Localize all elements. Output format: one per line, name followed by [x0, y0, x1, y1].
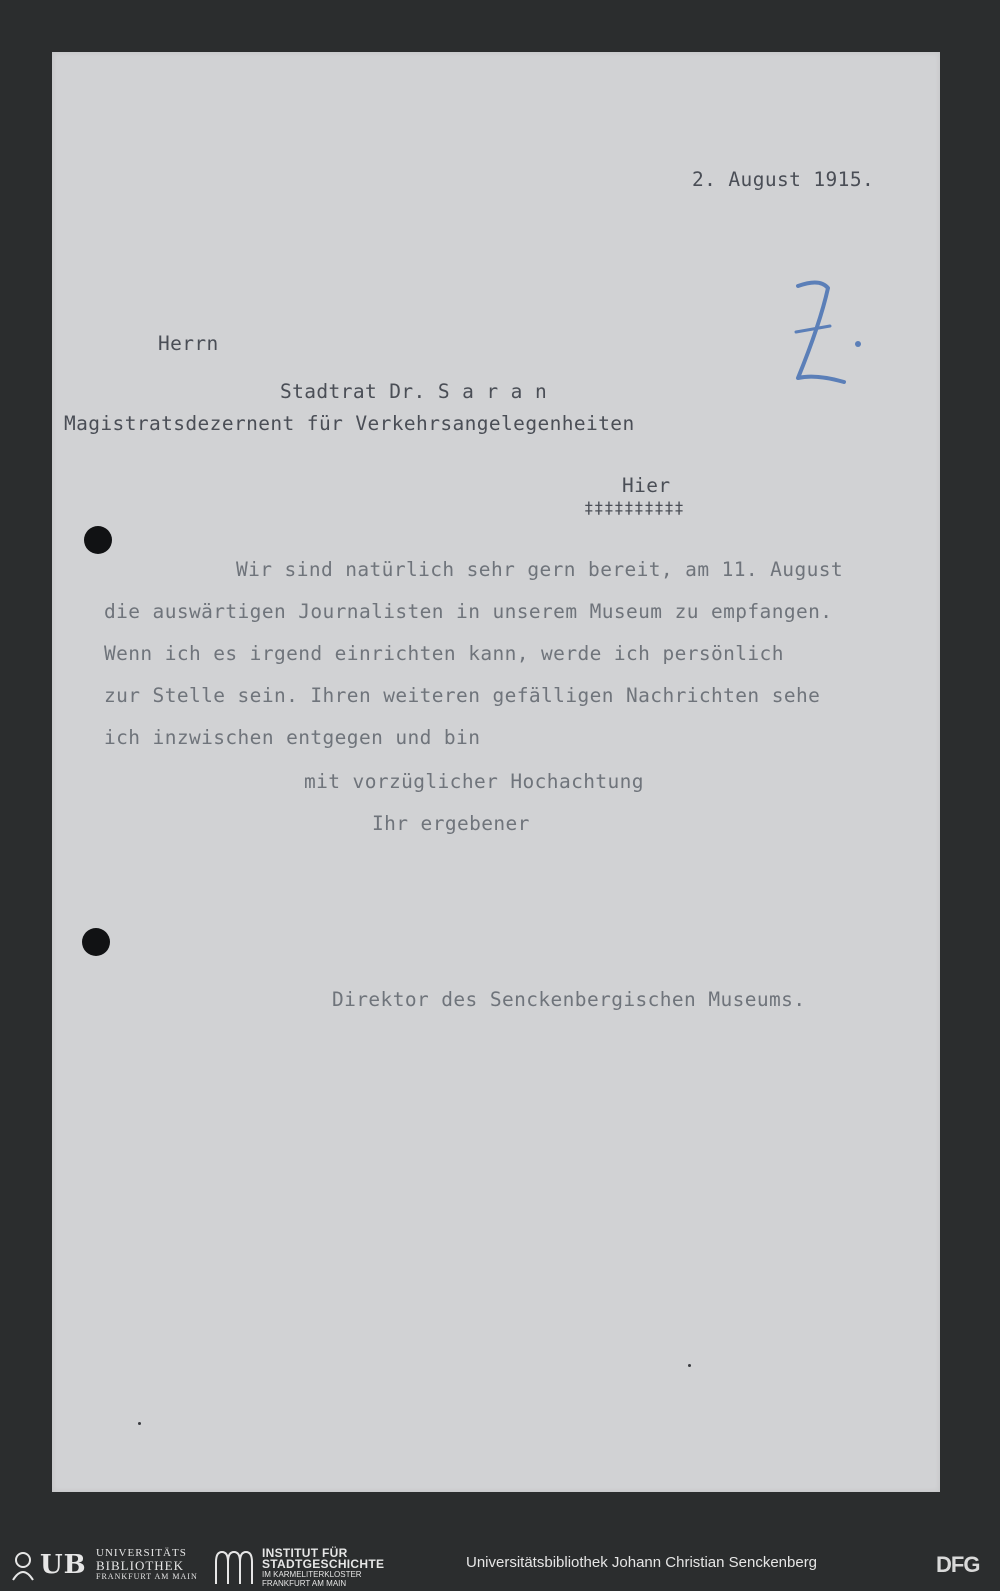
closing-line: mit vorzüglicher Hochachtung	[304, 770, 644, 793]
body-line: ich inzwischen entgegen und bin	[104, 726, 481, 749]
body-line: zur Stelle sein. Ihren weiteren gefälligen Nachrichten sehe	[104, 684, 821, 707]
ub-logo-icon[interactable]	[10, 1548, 200, 1584]
footer-bar	[0, 1540, 1000, 1591]
handwritten-mark-icon	[790, 274, 870, 398]
ifs-line: INSTITUT FÜR	[262, 1546, 348, 1560]
salutation: Herrn	[158, 332, 219, 355]
location: Hier	[622, 474, 671, 497]
ifs-logo-icon[interactable]	[212, 1546, 432, 1588]
paper-speck	[688, 1364, 691, 1367]
ub-mark: UB	[40, 1550, 87, 1580]
closing-line: Ihr ergebener	[372, 812, 530, 835]
ub-text	[96, 1548, 198, 1582]
signature-line: Direktor des Senckenbergischen Museums.	[332, 988, 806, 1011]
letter-date: 2. August 1915.	[692, 168, 875, 191]
recipient-name: Stadtrat Dr. S a r a n	[280, 380, 548, 403]
ifs-text	[262, 1548, 384, 1588]
ifs-line: IM KARMELITERKLOSTER	[262, 1570, 362, 1579]
ifs-line: FRANKFURT AM MAIN	[262, 1579, 347, 1588]
location-underline: ‡‡‡‡‡‡‡‡‡‡	[584, 498, 685, 517]
ifs-line: STADTGESCHICHTE	[262, 1557, 385, 1571]
recipient-title: Magistratsdezernent für Verkehrsangelegenheiten	[64, 412, 635, 435]
ub-line: FRANKFURT AM MAIN	[96, 1572, 198, 1581]
body-line: die auswärtigen Journalisten in unserem Museum zu empfangen.	[104, 600, 833, 623]
dfg-logo-icon[interactable]: DFG	[936, 1552, 980, 1577]
letter-page	[52, 52, 940, 1492]
body-line: Wir sind natürlich sehr gern bereit, am 11. August	[236, 558, 843, 581]
body-line: Wenn ich es irgend einrichten kann, werde ich persönlich	[104, 642, 784, 665]
punch-hole-icon	[84, 526, 112, 554]
footer-title: Universitätsbibliothek Johann Christian Senckenberg	[466, 1554, 818, 1571]
ub-line: UNIVERSITÄTS	[96, 1547, 187, 1559]
punch-hole-icon	[82, 928, 110, 956]
ub-line: BIBLIOTHEK	[96, 1558, 184, 1573]
paper-speck	[138, 1422, 141, 1425]
